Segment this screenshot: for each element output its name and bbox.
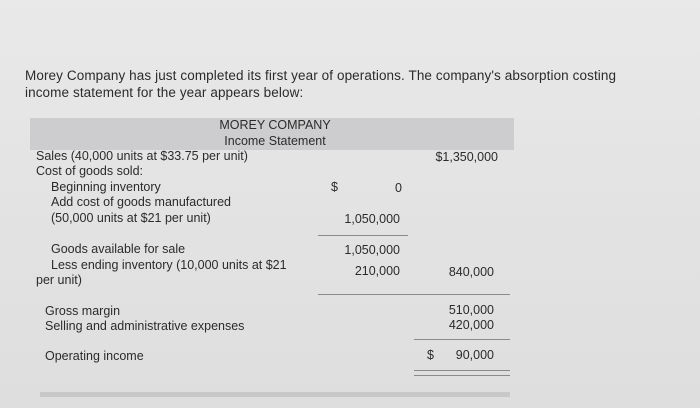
double-underline-top — [414, 370, 510, 371]
sales-label: Sales (40,000 units at $33.75 per unit) — [36, 149, 248, 163]
company-name: MOREY COMPANY — [219, 118, 331, 132]
subtotal-line — [318, 235, 408, 236]
sales-total: $1,350,000 — [435, 150, 498, 164]
sga-label: Selling and administrative expenses — [45, 319, 245, 333]
add-cost-detail: (50,000 units at $21 per unit) — [51, 211, 211, 225]
double-underline-bottom — [414, 375, 510, 376]
add-cost-value: 1,050,000 — [344, 212, 400, 226]
sga-line — [414, 339, 510, 340]
ending-inventory-label: Less ending inventory (10,000 units at $21 — [51, 258, 287, 272]
cogs-total: 840,000 — [448, 265, 494, 279]
goods-available-value: 1,050,000 — [344, 243, 400, 257]
operating-income-label: Operating income — [45, 349, 144, 363]
operating-income-value: 90,000 — [455, 348, 494, 362]
beginning-inventory-value: 0 — [395, 181, 402, 195]
gross-margin-label: Gross margin — [45, 304, 121, 318]
goods-available-label: Goods available for sale — [51, 242, 186, 256]
beginning-inventory-dollar: $ — [331, 180, 338, 194]
beginning-inventory-label: Beginning inventory — [51, 180, 161, 194]
ending-inventory-label-cont: per unit) — [36, 273, 82, 287]
cogs-line — [318, 294, 510, 295]
statement-title: Income Statement — [224, 134, 326, 148]
bottom-divider — [40, 392, 510, 397]
intro-paragraph: Morey Company has just completed its first year of operations. The company's absorption costing income statement for the year appears below: — [25, 68, 617, 100]
operating-income-dollar: $ — [427, 348, 434, 362]
gross-margin-value: 510,000 — [448, 303, 494, 317]
ending-inventory-value: 210,000 — [354, 264, 400, 278]
add-cost-label: Add cost of goods manufactured — [51, 195, 231, 209]
cogs-label: Cost of goods sold: — [36, 164, 144, 178]
sga-value: 420,000 — [448, 318, 494, 332]
